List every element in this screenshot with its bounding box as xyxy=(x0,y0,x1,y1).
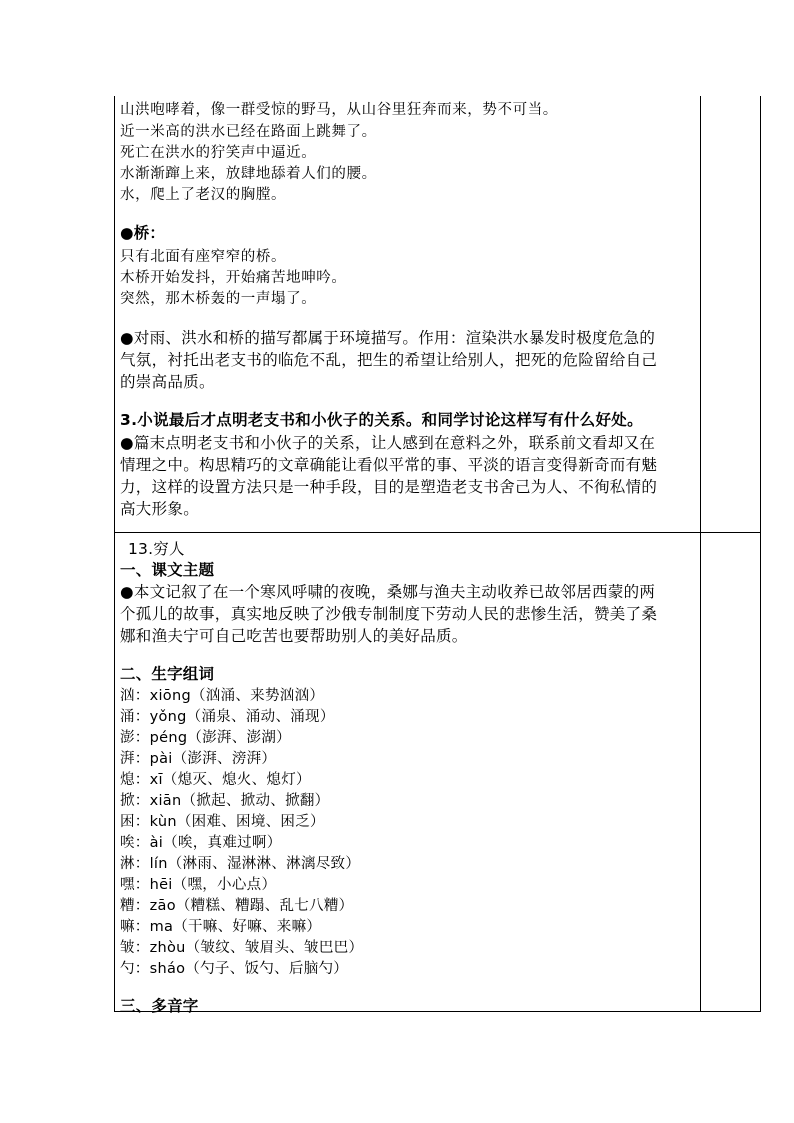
bridge-heading: ●桥： xyxy=(120,224,166,242)
section-heading-polyphones: 三、多音字 xyxy=(120,997,199,1015)
flood-line: 近一米高的洪水已经在路面上跳舞了。 xyxy=(120,124,377,140)
list-item: 困：kùn（困难、困境、困乏） xyxy=(120,814,325,830)
list-item: 熄：xī（熄灭、熄火、熄灯） xyxy=(120,772,311,788)
list-item: 嘛：ma（干嘛、好嘛、来嘛） xyxy=(120,919,322,935)
list-item: 掀：xiān（掀起、掀动、掀翻） xyxy=(120,793,330,809)
section-heading-theme: 一、课文主题 xyxy=(120,561,215,579)
list-item: 勺：sháo（勺子、饭勺、后脑勺） xyxy=(120,961,349,977)
list-item: 汹：xiōng（汹涌、来势汹汹） xyxy=(120,688,325,704)
flood-line: 山洪咆哮着，像一群受惊的野马，从山谷里狂奔而来，势不可当。 xyxy=(120,102,558,118)
bridge-line: 只有北面有座窄窄的桥。 xyxy=(120,249,287,265)
table-bottom-border xyxy=(114,1011,761,1012)
list-item: 涌：yǒng（涌泉、涌动、涌现） xyxy=(120,709,335,725)
answer-line: ●篇末点明老支书和小伙子的关系，让人感到在意料之外，联系前文看却又在 xyxy=(120,434,656,452)
answer-line: ●对雨、洪水和桥的描写都属于环境描写。作用：渲染洪水暴发时极度危急的 xyxy=(120,329,656,347)
list-item: 糟：zāo（糟糕、糟蹋、乱七八糟） xyxy=(120,898,354,914)
list-item: 皱：zhòu（皱纹、皱眉头、皱巴巴） xyxy=(120,940,364,956)
theme-line: 个孤儿的故事，真实地反映了沙俄专制制度下劳动人民的悲惨生活，赞美了桑 xyxy=(120,605,658,623)
flood-line: 水，爬上了老汉的胸膛。 xyxy=(120,187,287,203)
theme-line: ●本文记叙了在一个寒风呼啸的夜晚，桑娜与渔夫主动收养已故邻居西蒙的两 xyxy=(120,583,656,601)
table-middle-border xyxy=(700,96,701,1012)
table-row-divider xyxy=(114,532,761,533)
list-item: 唉：ài（唉，真难过啊） xyxy=(120,835,282,851)
bridge-line: 突然，那木桥轰的一声塌了。 xyxy=(120,291,317,307)
flood-line: 水渐渐蹿上来，放肆地舔着人们的腰。 xyxy=(120,166,377,182)
section-heading-words: 二、生字组词 xyxy=(120,665,215,683)
list-item: 淋：lín（淋雨、湿淋淋、淋漓尽致） xyxy=(120,856,361,872)
answer-line: 的崇高品质。 xyxy=(120,373,215,391)
table-left-border xyxy=(114,96,115,1012)
list-item: 澎：péng（澎湃、澎湖） xyxy=(120,730,291,746)
answer-line: 气氛，衬托出老支书的临危不乱，把生的希望让给别人，把死的危险留给自己 xyxy=(120,351,658,369)
list-item: 湃：pài（澎湃、滂湃） xyxy=(120,751,277,767)
question-3-text: 3.小说最后才点明老支书和小伙子的关系。和同学讨论这样写有什么好处。 xyxy=(120,411,643,429)
table-right-border xyxy=(760,96,761,1012)
theme-line: 娜和渔夫宁可自己吃苦也要帮助别人的美好品质。 xyxy=(120,627,468,645)
list-item: 嘿：hēi（嘿，小心点） xyxy=(120,877,277,893)
flood-line: 死亡在洪水的狞笑声中逼近。 xyxy=(120,145,317,161)
lesson-title: 13.穷人 xyxy=(128,540,185,558)
answer-line: 情理之中。构思精巧的文章确能让看似平常的事、平淡的语言变得新奇而有魅 xyxy=(120,456,658,474)
answer-line: 力，这样的设置方法只是一种手段，目的是塑造老支书舍己为人、不徇私情的 xyxy=(120,478,658,496)
answer-line: 高大形象。 xyxy=(120,500,200,518)
bridge-line: 木桥开始发抖，开始痛苦地呻吟。 xyxy=(120,270,347,286)
